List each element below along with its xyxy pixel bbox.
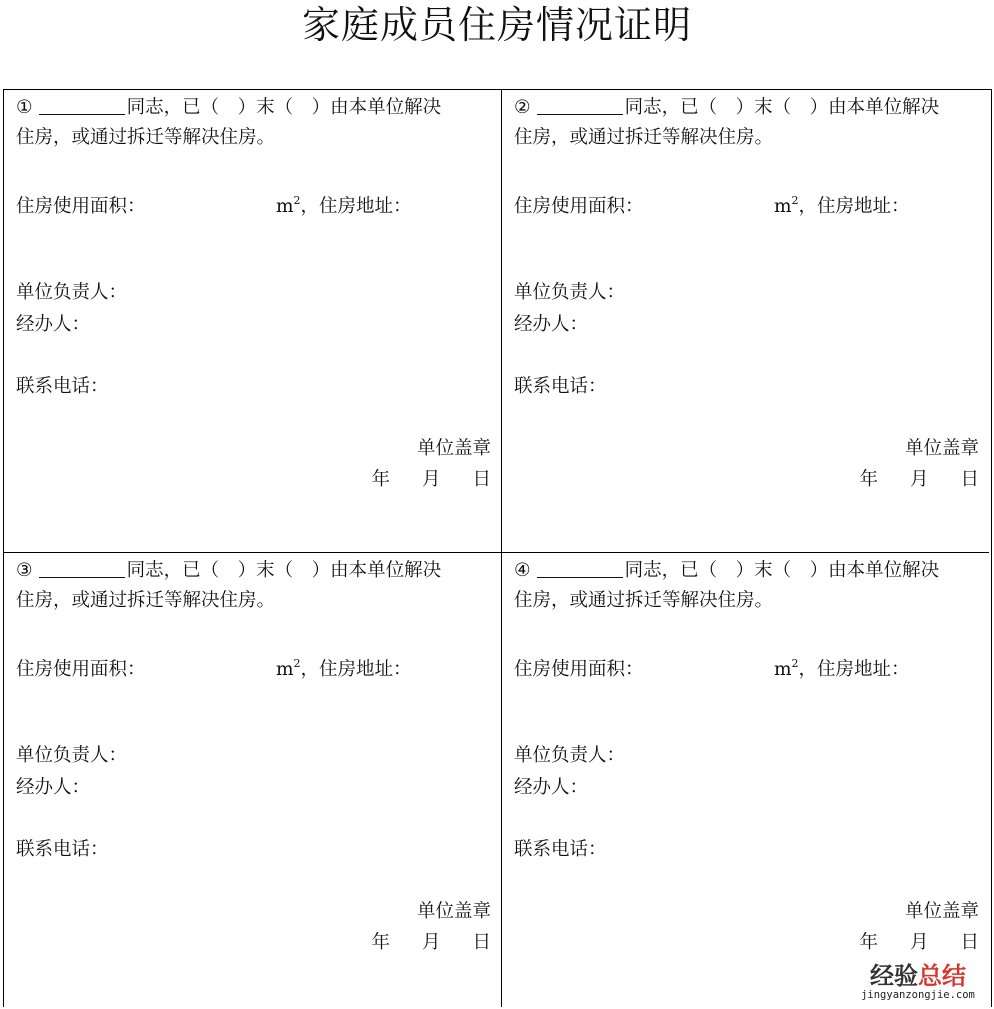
intro-line	[16, 92, 491, 123]
certificate-grid	[3, 89, 992, 1007]
date-line	[16, 927, 491, 958]
intro-line	[514, 555, 979, 586]
intro-line	[16, 555, 491, 586]
leader-label: 单位负责人：	[514, 745, 626, 766]
address-label: ，住房地址：	[798, 196, 910, 217]
watermark-accent: 总结	[918, 962, 966, 990]
seal-label: 单位盖章	[904, 901, 979, 922]
certificate-cell-4	[502, 553, 989, 1007]
intro-text: 同志，已（ ）末（ ）由本单位解决	[126, 97, 442, 118]
date-line	[16, 464, 491, 495]
area-unit-superscript: 2	[293, 194, 301, 207]
intro-line-2: 住房，或通过拆迁等解决住房。	[16, 590, 276, 611]
area-label: 住房使用面积：	[16, 659, 146, 680]
day-label: 日	[472, 469, 491, 490]
area-label: 住房使用面积：	[16, 196, 146, 217]
month-label: 月	[421, 932, 441, 953]
area-unit-superscript: 2	[791, 657, 799, 670]
area-label: 住房使用面积：	[514, 659, 644, 680]
name-blank[interactable]	[39, 555, 125, 578]
cell-number: ③	[16, 560, 33, 581]
month-label: 月	[909, 932, 929, 953]
leader-label: 单位负责人：	[16, 745, 128, 766]
intro-line-2: 住房，或通过拆迁等解决住房。	[16, 127, 276, 148]
intro-line-2: 住房，或通过拆迁等解决住房。	[514, 127, 774, 148]
area-unit: m	[774, 196, 792, 217]
leader-label: 单位负责人：	[16, 282, 128, 303]
intro-text: 同志，已（ ）末（ ）由本单位解决	[126, 560, 442, 581]
day-label: 日	[960, 469, 979, 490]
area-line	[514, 185, 979, 222]
day-label: 日	[472, 932, 491, 953]
handler-label: 经办人：	[514, 314, 589, 335]
seal-label: 单位盖章	[904, 438, 979, 459]
phone-label: 联系电话：	[514, 376, 607, 397]
address-label: ，住房地址：	[300, 659, 412, 680]
cell-number: ①	[16, 97, 33, 118]
seal-label: 单位盖章	[416, 901, 491, 922]
intro-text: 同志，已（ ）末（ ）由本单位解决	[624, 560, 940, 581]
month-label: 月	[421, 469, 441, 490]
phone-label: 联系电话：	[514, 839, 607, 860]
handler-label: 经办人：	[514, 777, 589, 798]
date-line	[514, 464, 979, 495]
area-unit-superscript: 2	[791, 194, 799, 207]
area-unit: m	[774, 659, 792, 680]
watermark-logo	[856, 963, 980, 1001]
handler-label: 经办人：	[16, 777, 91, 798]
address-label: ，住房地址：	[798, 659, 910, 680]
seal-label: 单位盖章	[416, 438, 491, 459]
watermark-text	[856, 963, 980, 989]
document-title: 家庭成员住房情况证明	[301, 3, 692, 47]
year-label: 年	[371, 469, 390, 490]
intro-line-2: 住房，或通过拆迁等解决住房。	[514, 590, 774, 611]
year-label: 年	[859, 932, 878, 953]
intro-text: 同志，已（ ）末（ ）由本单位解决	[624, 97, 940, 118]
intro-line	[514, 92, 979, 123]
certificate-cell-1	[4, 90, 502, 553]
month-label: 月	[909, 469, 929, 490]
cell-number: ②	[514, 97, 531, 118]
watermark-url: jingyanzongjie.com	[861, 989, 975, 1001]
phone-label: 联系电话：	[16, 376, 109, 397]
name-blank[interactable]	[39, 92, 125, 115]
date-line	[514, 927, 979, 958]
address-label: ，住房地址：	[300, 196, 412, 217]
phone-label: 联系电话：	[16, 839, 109, 860]
area-line	[16, 648, 491, 685]
handler-label: 经办人：	[16, 314, 91, 335]
area-unit: m	[276, 659, 294, 680]
area-label: 住房使用面积：	[514, 196, 644, 217]
cell-number: ④	[514, 560, 531, 581]
certificate-cell-2	[502, 90, 989, 553]
name-blank[interactable]	[537, 92, 623, 115]
area-line	[16, 185, 491, 222]
day-label: 日	[960, 932, 979, 953]
area-unit: m	[276, 196, 294, 217]
year-label: 年	[859, 469, 878, 490]
watermark-prefix: 经验	[870, 962, 918, 990]
area-line	[514, 648, 979, 685]
certificate-cell-3	[4, 553, 502, 1007]
area-unit-superscript: 2	[293, 657, 301, 670]
year-label: 年	[371, 932, 390, 953]
leader-label: 单位负责人：	[514, 282, 626, 303]
name-blank[interactable]	[537, 555, 623, 578]
